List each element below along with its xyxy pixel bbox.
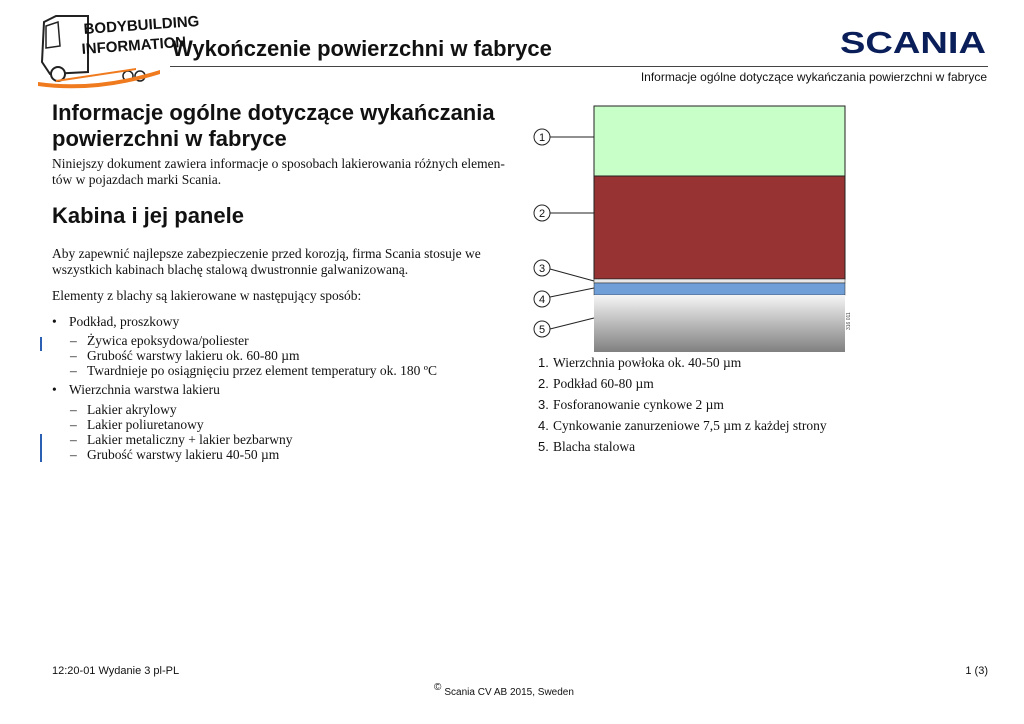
callout-leader [550,318,594,329]
legend-number: 1. [538,355,549,370]
topcoat-layer [594,106,845,176]
legend-text: Wierzchnia powłoka ok. 40-50 µm [553,355,742,370]
bodybuilding-information-logo [36,12,200,90]
legend-item [538,415,898,436]
legend-item [538,436,898,457]
list-subitem [70,348,300,363]
list-subitem-label: Grubość warstwy lakieru ok. 60-80 µm [87,348,300,363]
list-subitem-label: Grubość warstwy lakieru 40-50 µm [87,447,280,462]
list-subitem [70,432,293,447]
list-subitem-label: Lakier poliuretanowy [87,417,204,432]
logo-text-line2: INFORMATION [81,33,187,58]
bullet-mark: • [52,314,57,329]
callout-number: 1 [538,132,546,144]
elements-intro: Elementy z blachy są lakierowane w następujący sposób: [52,288,362,303]
figure-code: 316 011 [846,312,852,330]
callout-number: 4 [538,294,546,306]
callout-leader [550,288,594,297]
section-paragraph: Aby zapewnić najlepsze zabezpieczenie przed korozją, firma Scania stosuje we wszystkich kabinach blachę stalową dwustronnie galwanizowaną. [52,246,481,277]
bullet-mark: • [52,382,57,397]
list-item [52,314,179,330]
hot-dip-galvanizing-layer [594,283,845,295]
copyright-text: Scania CV AB 2015, Sweden [444,687,574,698]
legend-item [538,394,898,415]
primer-layer [594,176,845,279]
legend-text: Podkład 60-80 µm [553,376,654,391]
legend-text: Cynkowanie zanurzeniowe 7,5 µm z każdej strony [553,418,827,433]
steel-sheet-layer [594,295,845,352]
dash-mark: – [70,402,77,417]
list-subitem-label: Lakier akrylowy [87,402,177,417]
page-subtitle: Informacje ogólne dotyczące wykańczania powierzchni w fabryce [640,70,987,84]
legend-text: Blacha stalowa [553,439,636,454]
section-heading: Kabina i jej panele [52,203,244,228]
dash-mark: – [70,348,77,363]
callout-number: 5 [538,324,546,336]
scania-logo-text: SCANIA [840,25,986,60]
list-subitem-label: Twardnieje po osiągnięciu przez element temperatury ok. 180 ºC [87,363,437,378]
list-subitem [70,363,437,378]
dash-mark: – [70,417,77,432]
list-subitem [70,447,279,462]
diagram-legend [538,352,898,457]
list-subitem [70,333,249,348]
header-divider [170,66,988,67]
list-subitem-label: Żywica epoksydowa/poliester [87,333,249,348]
list-item-label: Podkład, proszkowy [69,314,180,329]
dash-mark: – [70,363,77,378]
copyright-symbol: © [434,682,442,693]
legend-number: 3. [538,397,549,412]
legend-number: 2. [538,376,549,391]
logo-text-line1: BODYBUILDING [83,12,200,38]
legend-item [538,373,898,394]
dash-mark: – [70,447,77,462]
list-subitem [70,417,204,432]
list-item [52,382,220,398]
legend-number: 4. [538,418,549,433]
callout-leader [550,269,594,281]
change-bar [40,434,42,462]
legend-item [538,352,898,373]
list-subitem-label: Lakier metaliczny + lakier bezbarwny [87,432,293,447]
copyright-notice [434,682,574,698]
callout-number: 2 [538,208,546,220]
dash-mark: – [70,333,77,348]
legend-text: Fosforanowanie cynkowe 2 µm [553,397,724,412]
coating-layers-diagram [528,100,858,352]
dash-mark: – [70,432,77,447]
list-item-label: Wierzchnia warstwa lakieru [69,382,220,397]
page-number: 1 (3) [965,665,988,677]
intro-paragraph: Niniejszy dokument zawiera informacje o sposobach lakierowania różnych elemen- tów w pojazdach marki Scania. [52,156,505,187]
list-subitem [70,402,177,417]
legend-number: 5. [538,439,549,454]
zinc-phosphate-layer [594,279,845,283]
page-title: Wykończenie powierzchni w fabryce [172,36,552,61]
change-bar [40,337,42,351]
main-heading: Informacje ogólne dotyczące wykańczania powierzchni w fabryce [52,100,495,151]
document-issue-info: 12:20-01 Wydanie 3 pl-PL [52,665,180,677]
scania-logo [840,25,988,60]
callout-number: 3 [538,263,546,275]
